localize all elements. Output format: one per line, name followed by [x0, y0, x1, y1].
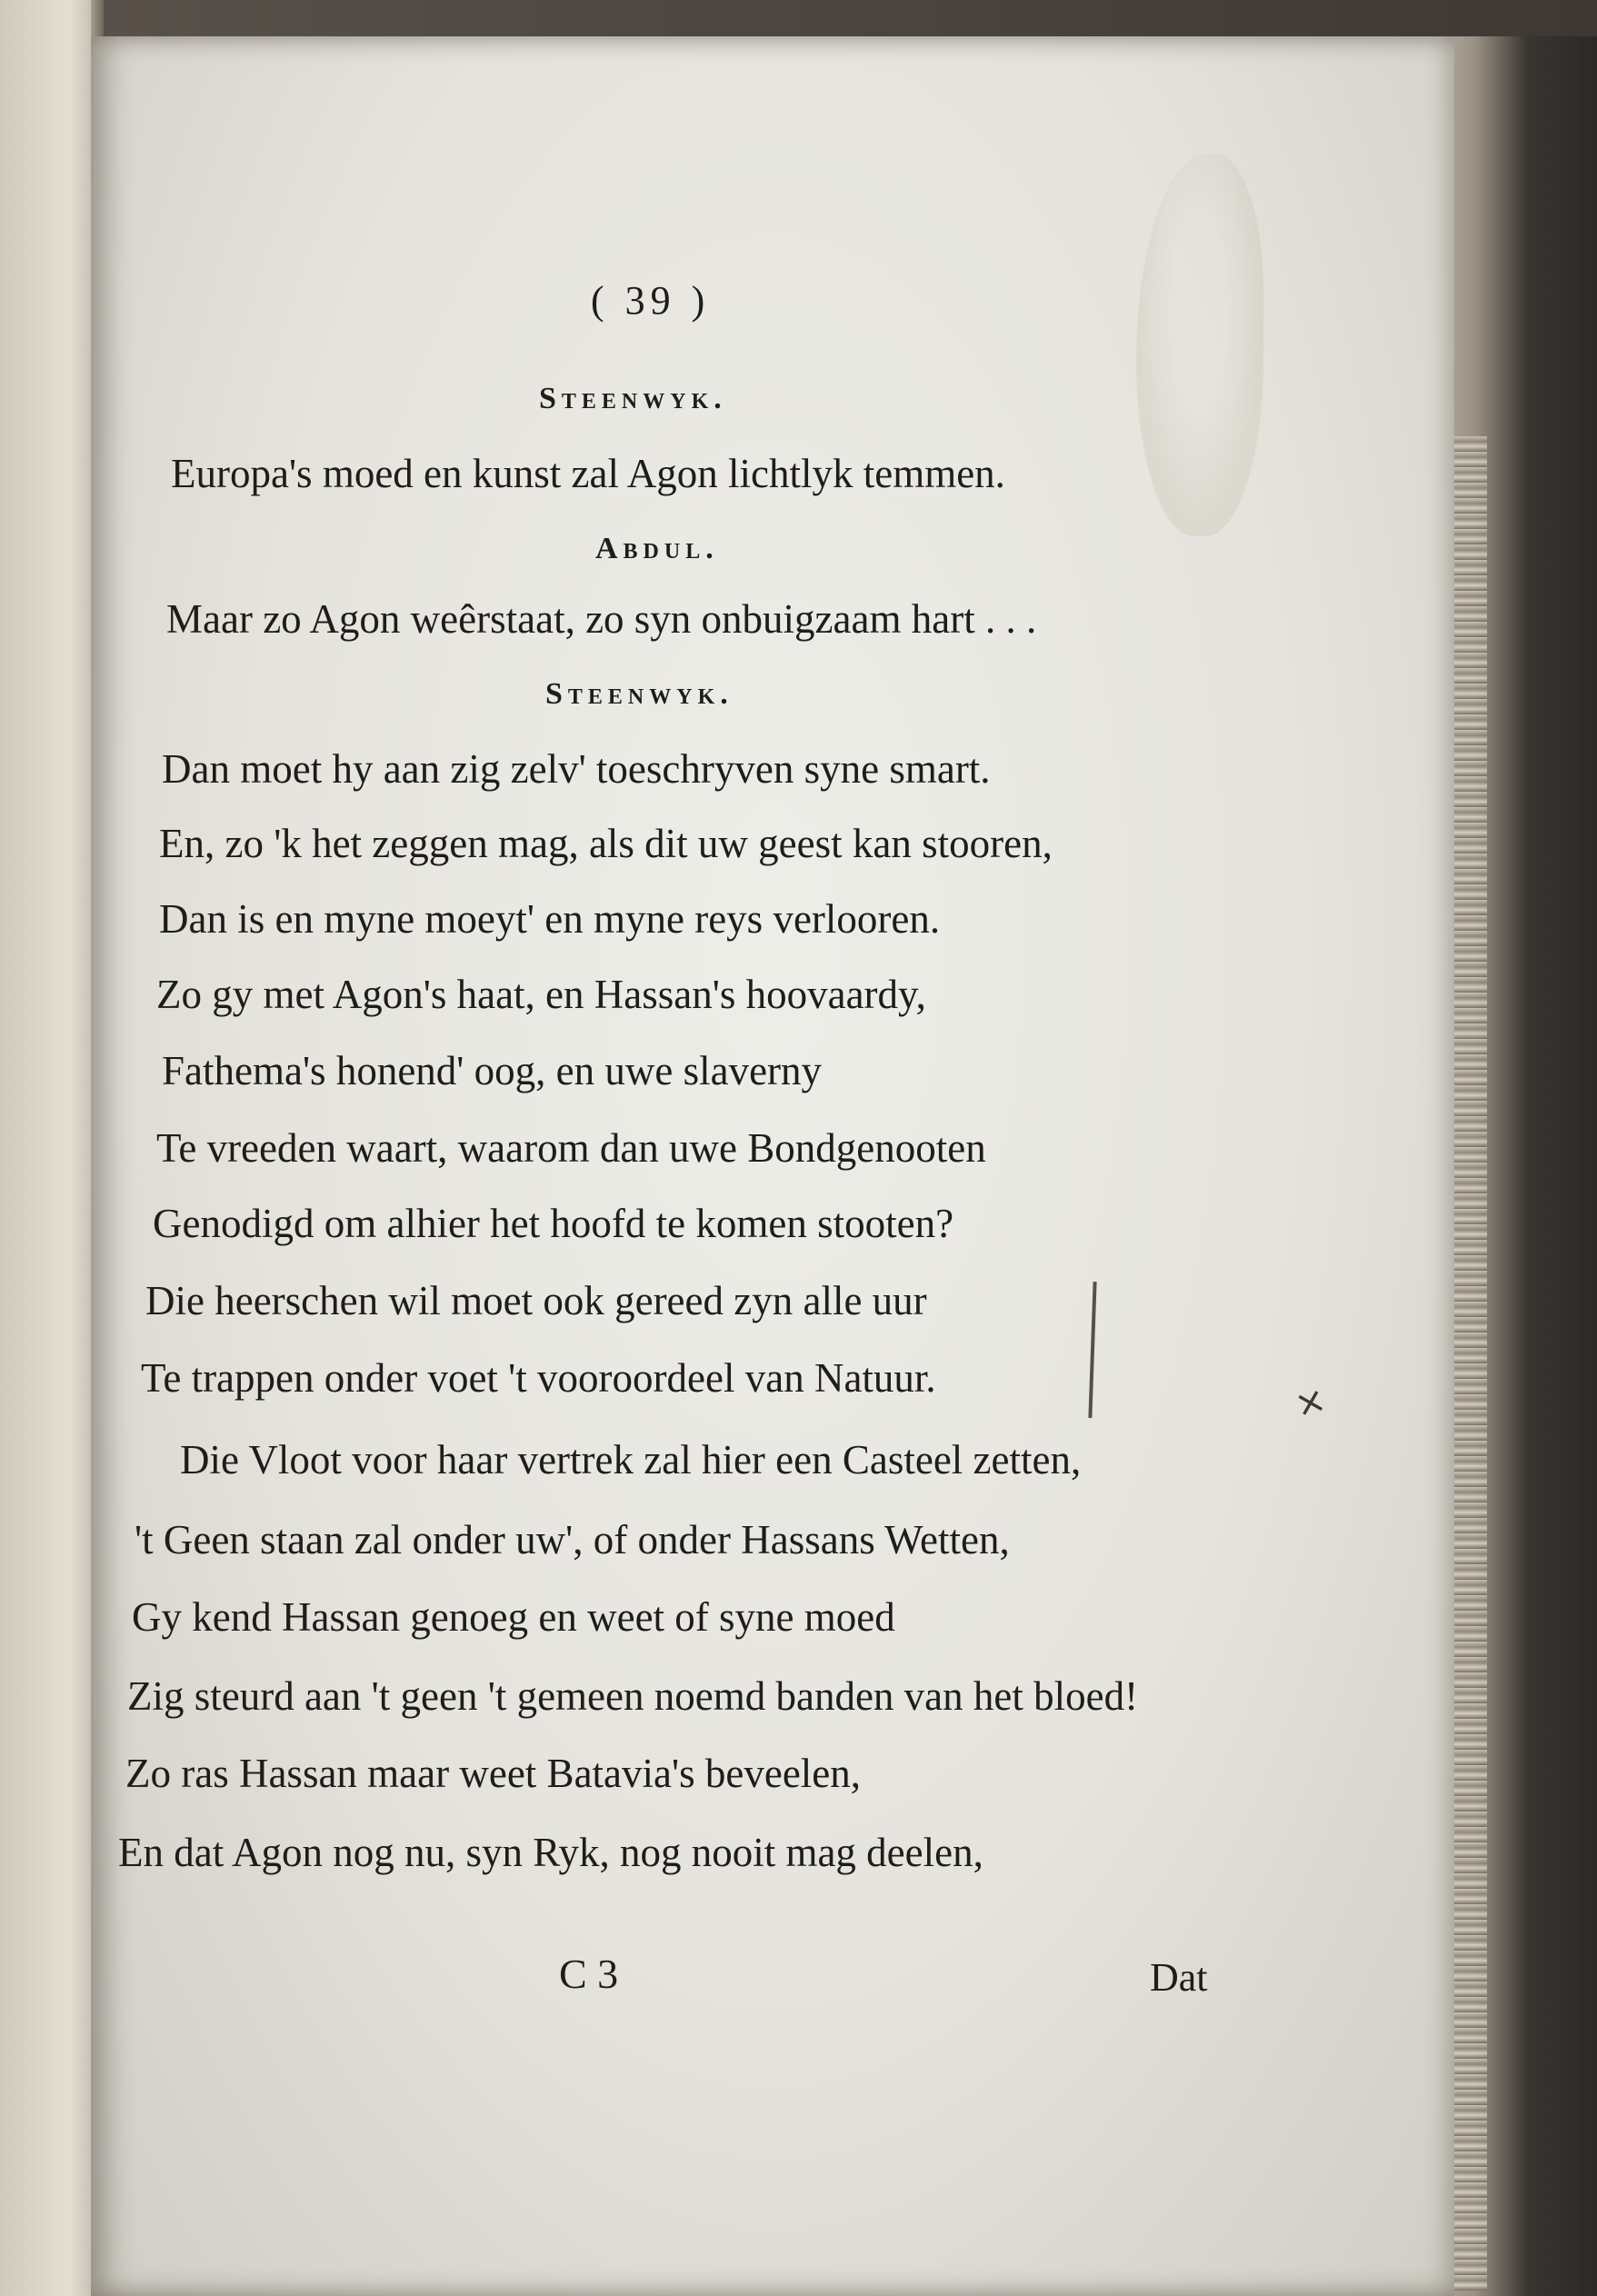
- verse-line-14: Gy kend Hassan genoeg en weet of syne moed: [132, 1594, 895, 1640]
- water-stain: [1136, 155, 1263, 536]
- verse-line-1: Europa's moed en kunst zal Agon lichtlyk temmen.: [171, 451, 1005, 496]
- verse-line-15: Zig steurd aan 't geen 't gemeen noemd banden van het bloed!: [127, 1673, 1139, 1719]
- verse-line-10: Die heerschen wil moet ook gereed zyn alle uur: [145, 1278, 927, 1323]
- verse-line-11: Te trappen onder voet 't vooroordeel van Natuur.: [141, 1355, 936, 1401]
- signature-mark: C 3: [559, 1951, 619, 1997]
- verse-line-13: 't Geen staan zal onder uw', of onder Hassans Wetten,: [135, 1517, 1010, 1562]
- verse-line-7: Fathema's honend' oog, en uwe slaverny: [162, 1048, 823, 1093]
- verse-line-3: Dan moet hy aan zig zelv' toeschryven syne smart.: [162, 746, 991, 792]
- verse-line-17: En dat Agon nog nu, syn Ryk, nog nooit mag deelen,: [118, 1830, 983, 1875]
- verse-line-8: Te vreeden waart, waarom dan uwe Bondgenooten: [156, 1125, 986, 1171]
- verse-line-6: Zo gy met Agon's haat, en Hassan's hoovaardy,: [156, 972, 926, 1017]
- verse-line-2: Maar zo Agon weêrstaat, zo syn onbuigzaam hart . . .: [166, 596, 1037, 642]
- frayed-spine: [1454, 436, 1487, 2291]
- speaker-steenwyk-2: Steenwyk.: [545, 677, 734, 711]
- verse-line-12: Die Vloot voor haar vertrek zal hier een Casteel zetten,: [180, 1437, 1082, 1482]
- speaker-steenwyk-1: Steenwyk.: [539, 382, 727, 415]
- speaker-abdul: Abdul.: [595, 532, 719, 565]
- verse-line-9: Genodigd om alhier het hoofd te komen stooten?: [153, 1201, 954, 1246]
- catchword: Dat: [1150, 1955, 1208, 2000]
- page-number: ( 39 ): [591, 278, 711, 323]
- margin-pencil-cross: ×: [1290, 1378, 1331, 1427]
- left-page: [0, 0, 100, 2296]
- verse-line-16: Zo ras Hassan maar weet Batavia's beveelen,: [125, 1751, 862, 1796]
- verse-line-4: En, zo 'k het zeggen mag, als dit uw geest kan stooren,: [159, 821, 1053, 866]
- verse-line-5: Dan is en myne moeyt' en myne reys verlooren.: [159, 896, 941, 942]
